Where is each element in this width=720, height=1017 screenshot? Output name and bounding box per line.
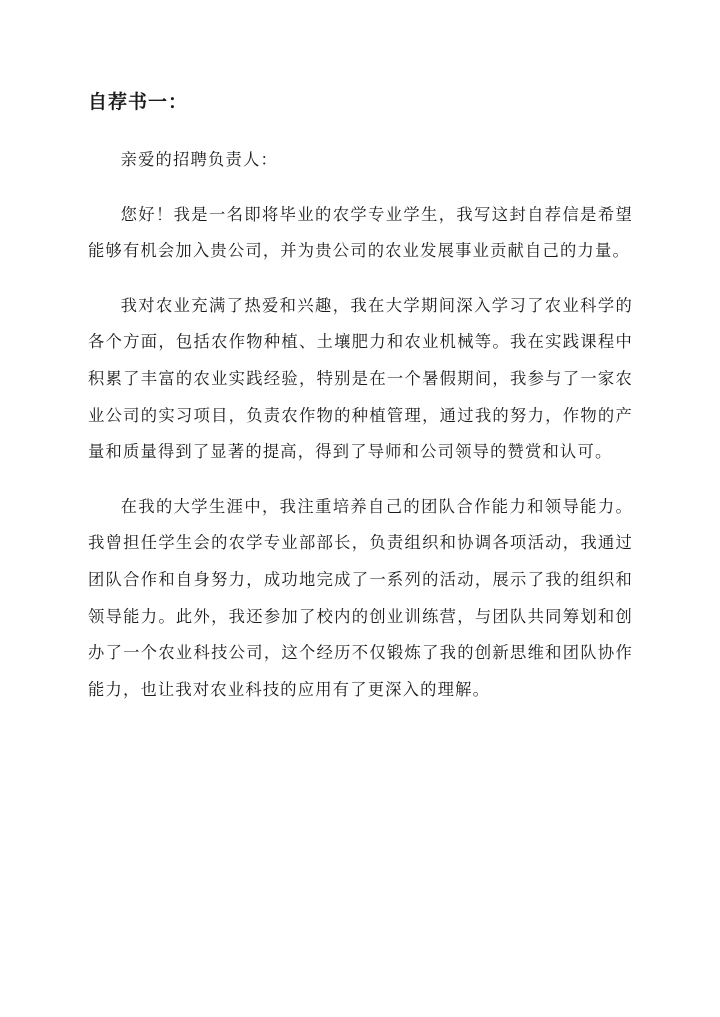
letter-body	[88, 142, 633, 726]
document-title: 自荐书一：	[88, 91, 189, 113]
paragraph-experience: 我对农业充满了热爱和兴趣，我在大学期间深入学习了农业科学的各个方面，包括农作物种植、土壤肥力和农业机械等。我在实践课程中积累了丰富的农业实践经验，特别是在一个暑假期间，我参与了一家农业公司的实习项目，负责农作物的种植管理，通过我的努力，作物的产量和质量得到了显著的提高，得到了导师和公司领导的赞赏和认可。	[88, 295, 633, 462]
paragraph-leadership: 在我的大学生涯中，我注重培养自己的团队合作能力和领导能力。我曾担任学生会的农学专业部部长，负责组织和协调各项活动，我通过团队合作和自身努力，成功地完成了一系列的活动，展示了我的组织和领导能力。此外，我还参加了校内的创业训练营，与团队共同筹划和创办了一个农业科技公司，这个经历不仅锻炼了我的创新思维和团队协作能力，也让我对农业科技的应用有了更深入的理解。	[88, 496, 633, 699]
paragraph-intro: 您好！我是一名即将毕业的农学专业学生，我写这封自荐信是希望能够有机会加入贵公司，并为贵公司的农业发展事业贡献自己的力量。	[88, 204, 633, 261]
salutation: 亲爱的招聘负责人：	[120, 150, 278, 169]
